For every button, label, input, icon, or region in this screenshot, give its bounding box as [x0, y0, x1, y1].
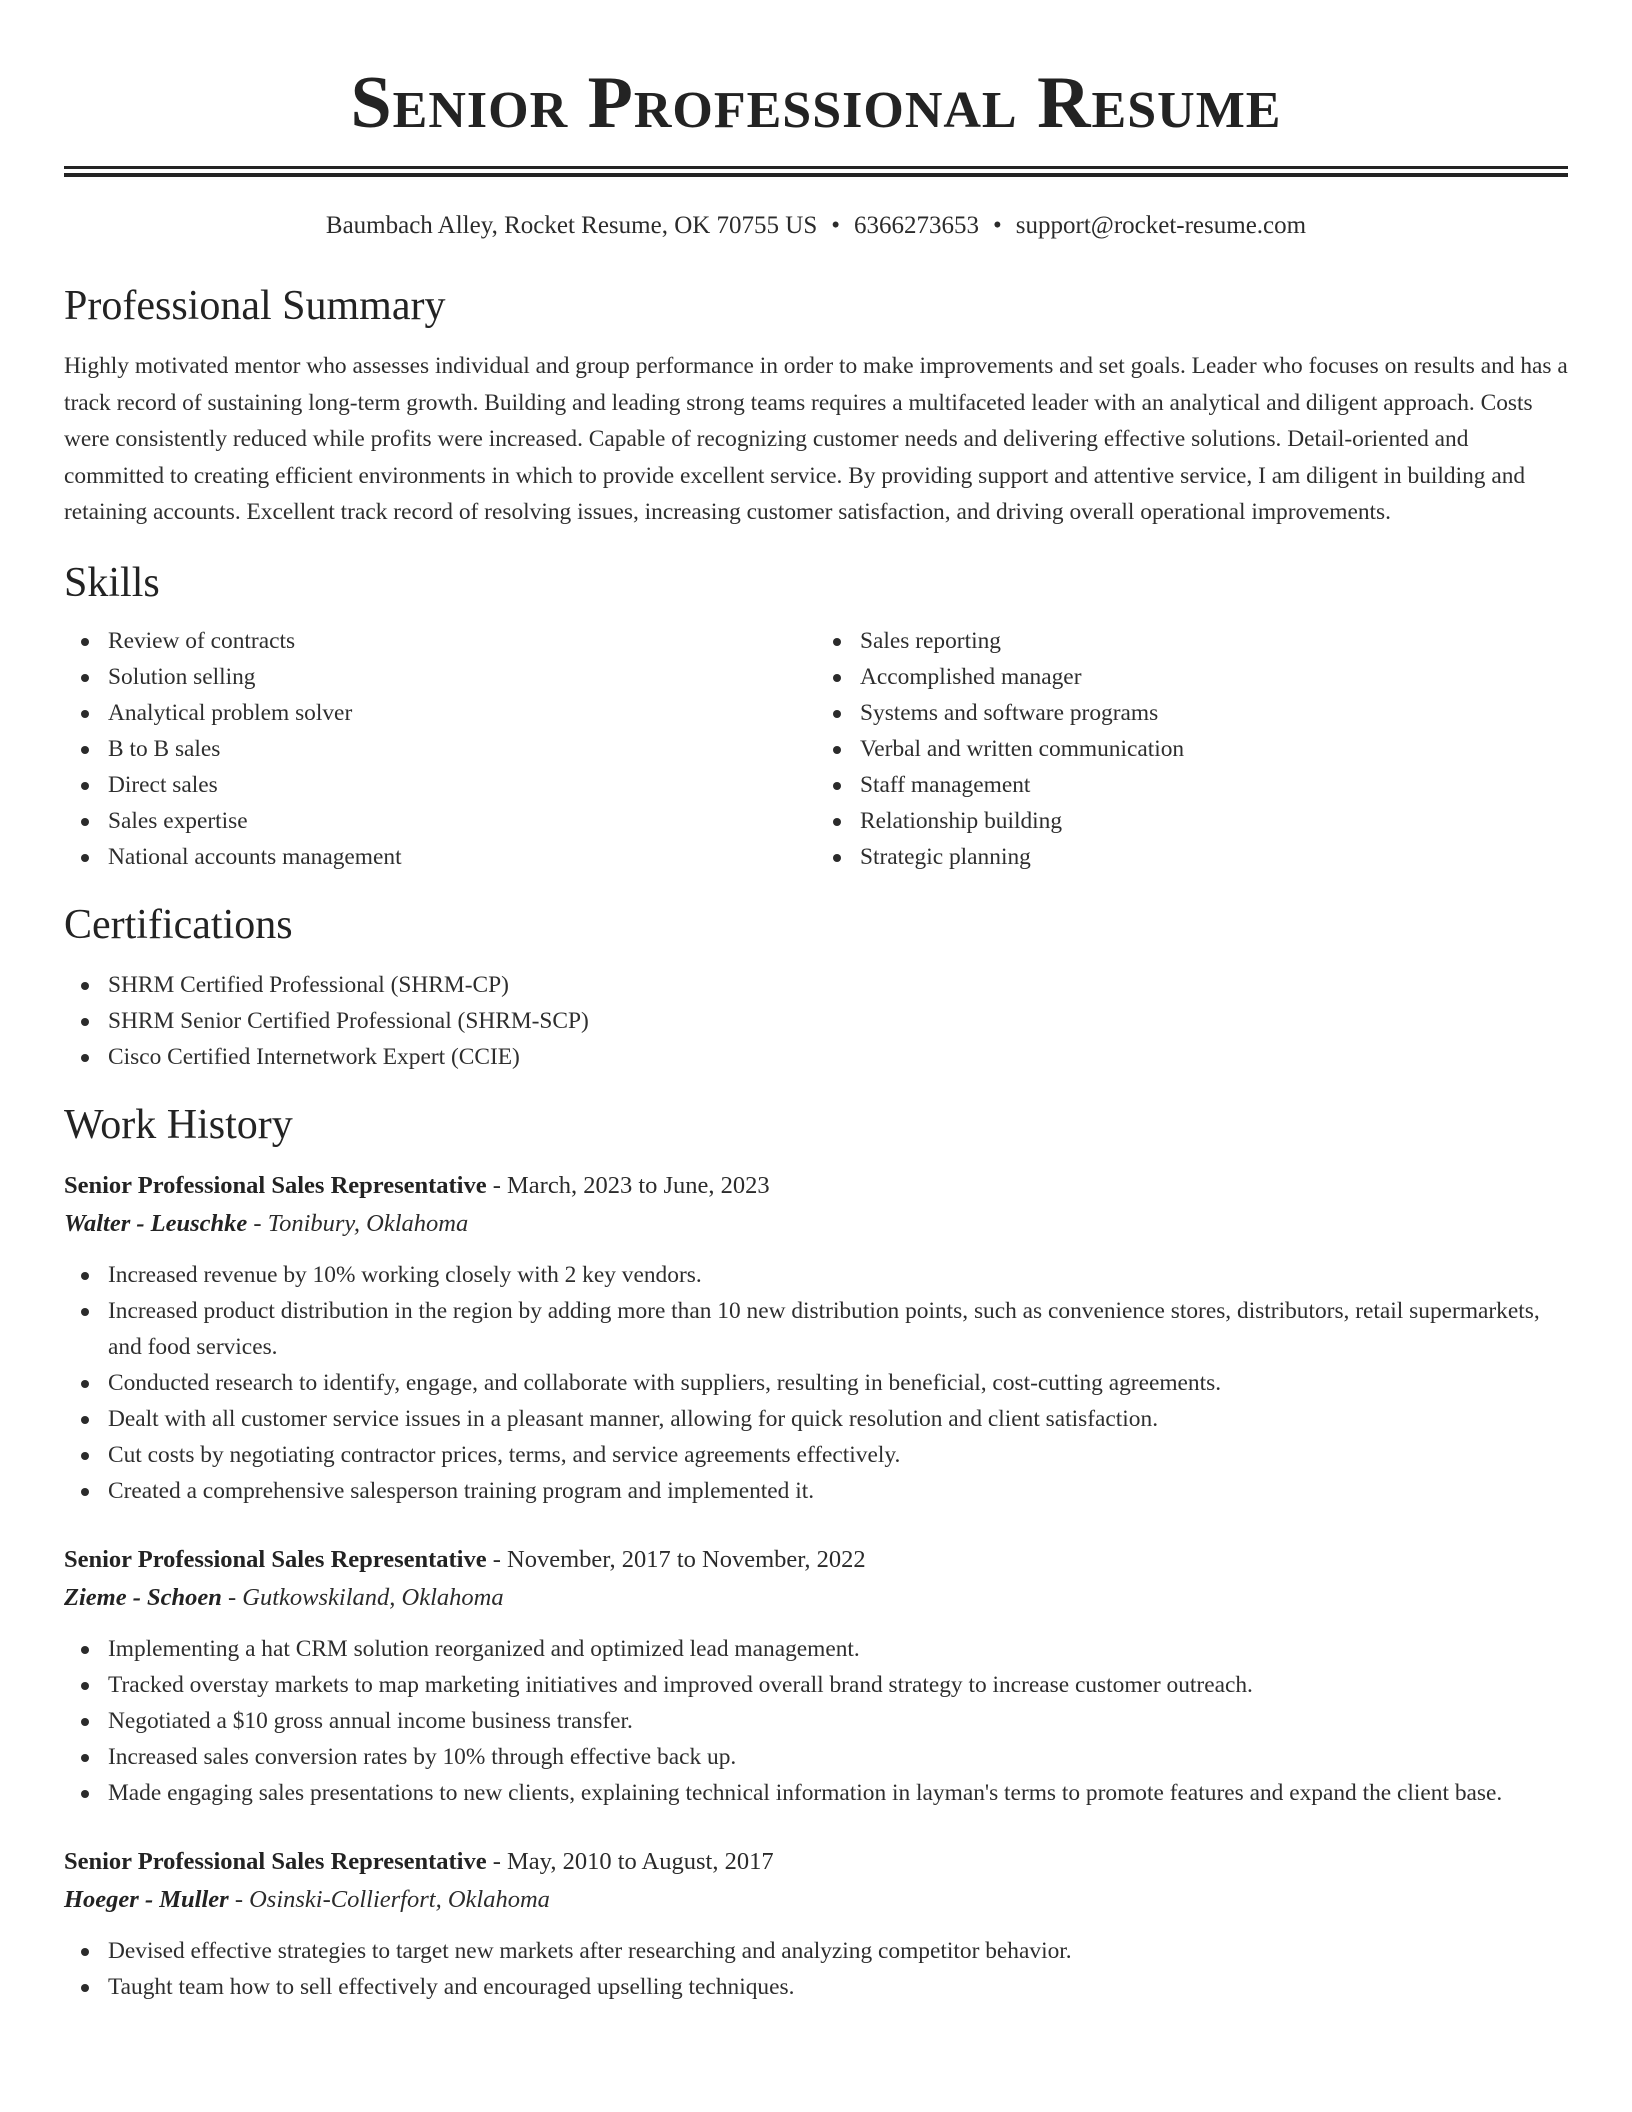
- summary-text: Highly motivated mentor who assesses individual and group performance in order to make improvements and set goals. Leader who focuses on results and has a track record of sustaining long-term growth. Building and leading strong teams requires a multifaceted leader with an analytical and diligent approach. Costs were consistently reduced while profits were increased. Capable of recognizing customer needs and delivering effective solutions. Detail-oriented and committed to creating efficient environments in which to provide excellent service. By providing support and attentive service, I am diligent in building and retaining accounts. Excellent track record of resolving issues, increasing customer satisfaction, and driving overall operational improvements.: [64, 353, 1568, 525]
- title-double-rule: [64, 166, 1568, 177]
- certification-item: SHRM Certified Professional (SHRM-CP): [108, 967, 1568, 1003]
- duty-item: Conducted research to identify, engage, and collaborate with suppliers, resulting in beneficial, cost-cutting agreements.: [108, 1365, 1568, 1401]
- certifications-heading: Certifications: [64, 901, 293, 948]
- duty-item: Increased product distribution in the region by adding more than 10 new distribution points, such as convenience stores, distributors, retail supermarkets, and food services.: [108, 1293, 1568, 1365]
- job-duties-list: [64, 1631, 1568, 1811]
- job-company-line: [64, 1881, 1568, 1919]
- duty-item: Increased sales conversion rates by 10% through effective back up.: [108, 1739, 1568, 1775]
- job-title: Senior Professional Sales Representative: [64, 1847, 487, 1875]
- work-history-heading: Work History: [64, 1101, 293, 1148]
- certification-item: SHRM Senior Certified Professional (SHRM-SCP): [108, 1003, 1568, 1039]
- contact-line: [64, 210, 1568, 242]
- skill-item: Staff management: [860, 767, 1568, 803]
- duty-item: Dealt with all customer service issues in a pleasant manner, allowing for quick resolution and client satisfaction.: [108, 1401, 1568, 1437]
- certification-item: Cisco Certified Internetwork Expert (CCIE): [108, 1039, 1568, 1075]
- skills-list-right: [816, 623, 1568, 875]
- job-title: Senior Professional Sales Representative: [64, 1171, 487, 1199]
- duty-item: Increased revenue by 10% working closely with 2 key vendors.: [108, 1257, 1568, 1293]
- contact-separator: •: [831, 212, 841, 239]
- job-title: Senior Professional Sales Representative: [64, 1545, 487, 1573]
- resume-title: Senior Professional Resume: [350, 62, 1282, 144]
- job-dates: - November, 2017 to November, 2022: [486, 1545, 866, 1573]
- skill-item: B to B sales: [108, 731, 816, 767]
- job-entry: [64, 1843, 1568, 2005]
- job-company-line: [64, 1579, 1568, 1617]
- contact-phone: 6366273653: [854, 212, 980, 239]
- job-entry: [64, 1167, 1568, 1509]
- skill-item: Sales reporting: [860, 623, 1568, 659]
- job-duties-list: [64, 1257, 1568, 1509]
- skills-list-left: [64, 623, 816, 875]
- certifications-list: [64, 967, 1568, 1075]
- skill-item: Analytical problem solver: [108, 695, 816, 731]
- job-company: Hoeger - Muller: [64, 1885, 229, 1913]
- skills-heading: Skills: [64, 559, 160, 606]
- job-company: Walter - Leuschke: [64, 1209, 248, 1237]
- job-title-line: [64, 1541, 1568, 1579]
- duty-item: Taught team how to sell effectively and encouraged upselling techniques.: [108, 1969, 1568, 2005]
- contact-address: Baumbach Alley, Rocket Resume, OK 70755 US: [325, 212, 818, 239]
- skill-item: Sales expertise: [108, 803, 816, 839]
- job-company: Zieme - Schoen: [64, 1583, 222, 1611]
- job-location: - Osinski-Collierfort, Oklahoma: [228, 1885, 550, 1913]
- skill-item: Direct sales: [108, 767, 816, 803]
- duty-item: Devised effective strategies to target new markets after researching and analyzing competitor behavior.: [108, 1933, 1568, 1969]
- skill-item: National accounts management: [108, 839, 816, 875]
- job-location: - Tonibury, Oklahoma: [247, 1209, 469, 1237]
- skill-item: Accomplished manager: [860, 659, 1568, 695]
- contact-separator: •: [993, 212, 1002, 239]
- summary-heading: Professional Summary: [64, 283, 446, 329]
- skill-item: Strategic planning: [860, 839, 1568, 875]
- resume-page: [64, 0, 1568, 2005]
- duty-item: Cut costs by negotiating contractor prices, terms, and service agreements effectively.: [108, 1437, 1568, 1473]
- contact-email: support@rocket-resume.com: [1015, 212, 1307, 239]
- skill-item: Systems and software programs: [860, 695, 1568, 731]
- skill-item: Relationship building: [860, 803, 1568, 839]
- job-title-line: [64, 1167, 1568, 1205]
- duty-item: Implementing a hat CRM solution reorganized and optimized lead management.: [108, 1631, 1568, 1667]
- skills-columns: [64, 623, 1568, 875]
- job-duties-list: [64, 1933, 1568, 2005]
- job-dates: - May, 2010 to August, 2017: [486, 1847, 774, 1875]
- duty-item: Negotiated a $10 gross annual income business transfer.: [108, 1703, 1568, 1739]
- skill-item: Verbal and written communication: [860, 731, 1568, 767]
- job-company-line: [64, 1205, 1568, 1243]
- skill-item: Review of contracts: [108, 623, 816, 659]
- skill-item: Solution selling: [108, 659, 816, 695]
- job-dates: - March, 2023 to June, 2023: [486, 1171, 770, 1199]
- duty-item: Made engaging sales presentations to new clients, explaining technical information in layman's terms to promote features and expand the client base.: [108, 1775, 1568, 1811]
- duty-item: Tracked overstay markets to map marketing initiatives and improved overall brand strategy to increase customer outreach.: [108, 1667, 1568, 1703]
- job-location: - Gutkowskiland, Oklahoma: [221, 1583, 504, 1611]
- duty-item: Created a comprehensive salesperson training program and implemented it.: [108, 1473, 1568, 1509]
- job-title-line: [64, 1843, 1568, 1881]
- job-entry: [64, 1541, 1568, 1811]
